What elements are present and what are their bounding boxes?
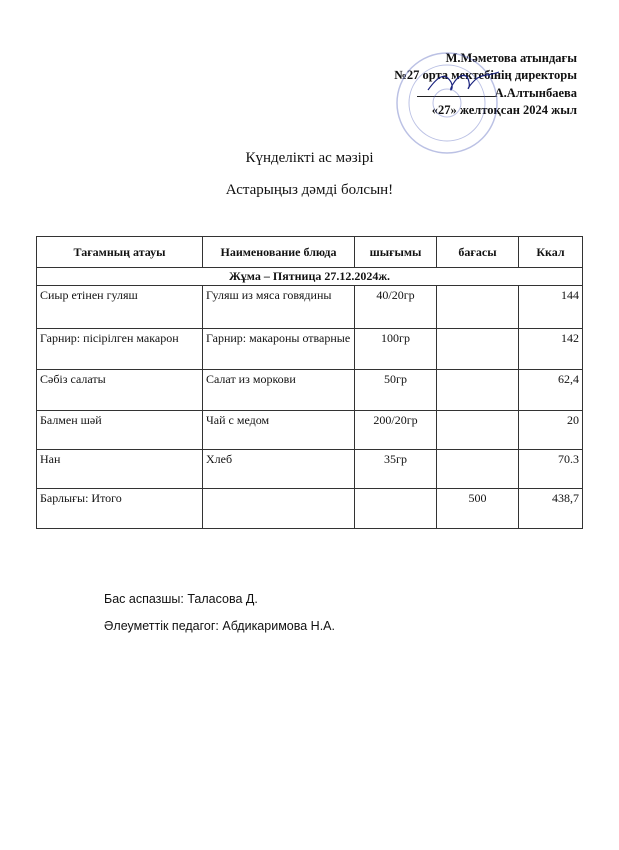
cell-price [437,450,519,489]
cell-ru: Гарнир: макароны отварные [203,329,355,370]
total-row [37,489,583,529]
day-row [37,268,583,286]
table-row [37,450,583,489]
approval-director: №27 орта мектебінің директоры [394,68,577,82]
header-kcal: Ккал [519,237,583,268]
menu-title: Күнделікті ас мәзірі [245,150,374,166]
cell-kcal: 144 [519,286,583,329]
cell-yield: 100гр [355,329,437,370]
cell-ru: Салат из моркови [203,370,355,411]
cell-kz: Сәбіз салаты [37,370,203,411]
cell-kz: Сиыр етінен гуляш [37,286,203,329]
table-header-row [37,237,583,268]
cell-price [437,329,519,370]
cell-kz: Гарнир: пісірілген макарон [37,329,203,370]
approval-date: «27» желтоқсан 2024 жыл [431,103,577,117]
total-label: Барлығы: Итого [37,489,203,529]
chef-signature-line: Бас аспазшы: Таласова Д. [104,592,258,606]
day-label: Жұма – Пятница 27.12.2024ж. [37,268,583,286]
table-row [37,370,583,411]
cell-ru: Гуляш из мяса говядины [203,286,355,329]
cell-price [437,411,519,450]
header-price: бағасы [437,237,519,268]
cell-ru: Хлеб [203,450,355,489]
cell-ru: Чай с медом [203,411,355,450]
pedagogue-signature-line: Әлеуметтік педагог: Абдикаримова Н.А. [104,619,335,633]
total-price: 500 [437,489,519,529]
menu-table [36,236,583,529]
cell-price [437,286,519,329]
header-yield: шығымы [355,237,437,268]
menu-subtitle: Астарыңыз дәмді болсын! [225,182,394,198]
cell-kcal: 142 [519,329,583,370]
cell-price [437,370,519,411]
total-kcal: 438,7 [519,489,583,529]
cell-yield: 50гр [355,370,437,411]
header-kz-name: Тағамның атауы [37,237,203,268]
cell-kcal: 20 [519,411,583,450]
cell-yield: 200/20гр [355,411,437,450]
total-yield [355,489,437,529]
table-row [37,411,583,450]
cell-kcal: 62,4 [519,370,583,411]
cell-kcal: 70.3 [519,450,583,489]
director-name: А.Алтынбаева [494,86,577,100]
cell-kz: Нан [37,450,203,489]
table-row [37,329,583,370]
total-ru [203,489,355,529]
cell-yield: 35гр [355,450,437,489]
table-row [37,286,583,329]
header-ru-name: Наименование блюда [203,237,355,268]
stamp-seal [392,48,502,158]
cell-yield: 40/20гр [355,286,437,329]
cell-kz: Балмен шәй [37,411,203,450]
approval-school: М.Мәметова атындағы [445,51,577,65]
